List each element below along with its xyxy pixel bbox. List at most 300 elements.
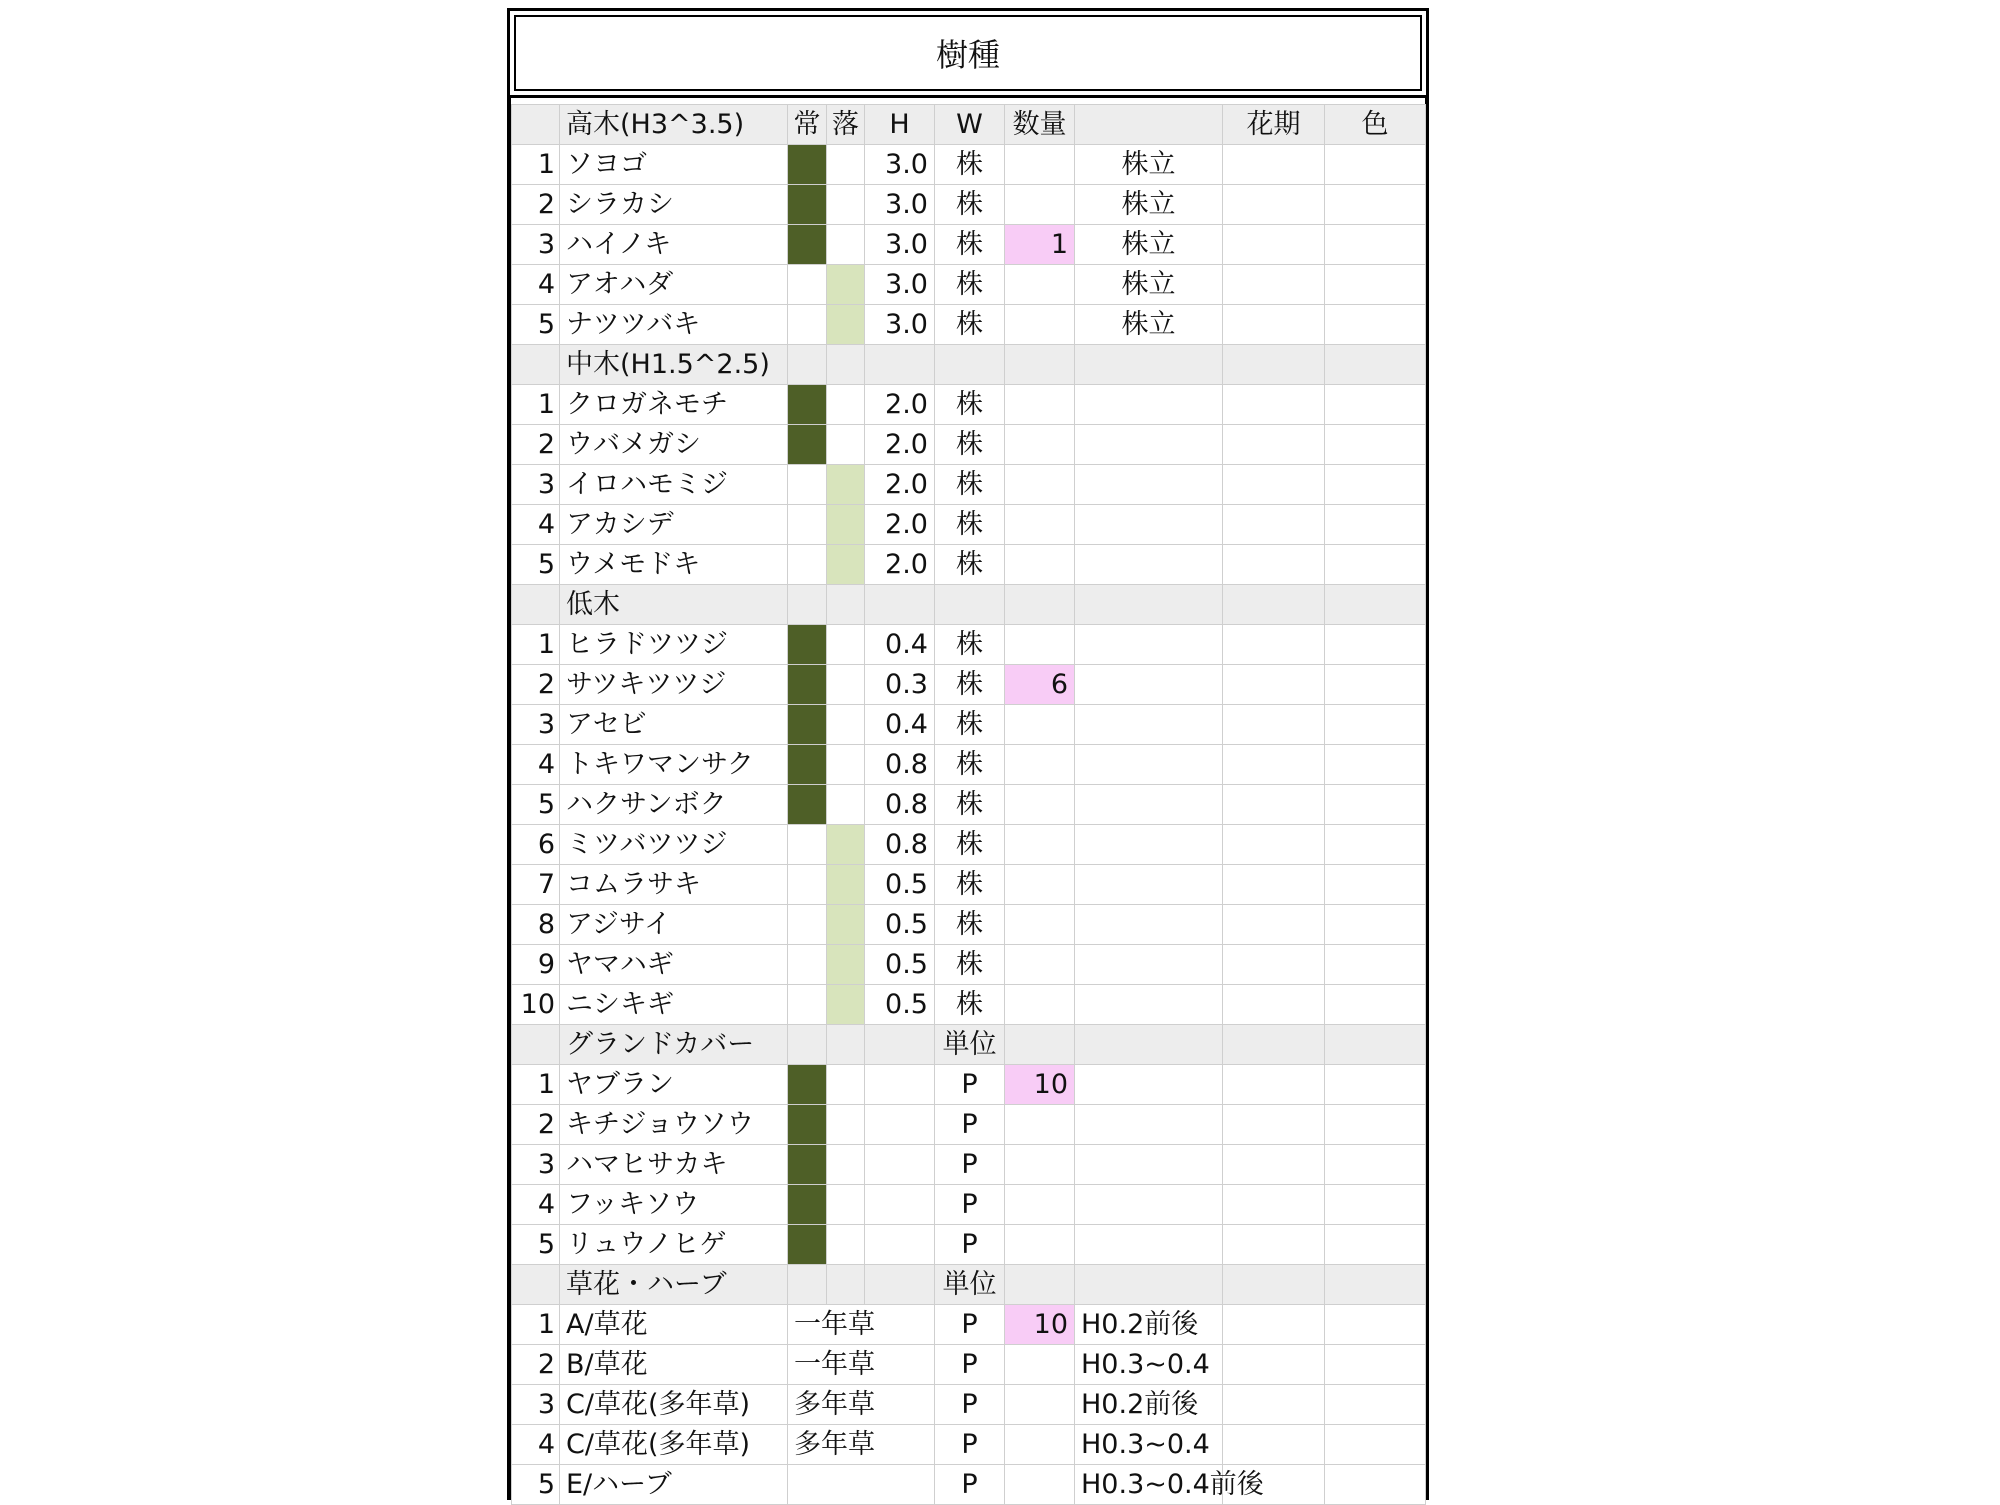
row-number[interactable]: 4: [512, 1185, 560, 1225]
deciduous-cell[interactable]: [827, 1105, 865, 1145]
height-value[interactable]: 0.8: [865, 825, 935, 865]
row-number[interactable]: 2: [512, 1105, 560, 1145]
unit-value[interactable]: 株: [935, 505, 1005, 545]
unit-value[interactable]: 株: [935, 825, 1005, 865]
section-evergreen-cell[interactable]: [788, 1265, 827, 1305]
plant-name[interactable]: ミツバツツジ: [560, 825, 788, 865]
row-number[interactable]: 6: [512, 825, 560, 865]
section-empty-cell[interactable]: [1005, 345, 1075, 385]
note-value[interactable]: [1075, 865, 1223, 905]
color-value[interactable]: [1325, 825, 1426, 865]
unit-value[interactable]: P: [935, 1105, 1005, 1145]
unit-value[interactable]: 株: [935, 545, 1005, 585]
quantity-value[interactable]: [1005, 1225, 1075, 1265]
plant-name[interactable]: ニシキギ: [560, 985, 788, 1025]
plant-name[interactable]: コムラサキ: [560, 865, 788, 905]
section-empty-cell[interactable]: [1075, 585, 1223, 625]
unit-value[interactable]: 株: [935, 145, 1005, 185]
deciduous-cell[interactable]: [827, 825, 865, 865]
color-value[interactable]: [1325, 1465, 1426, 1505]
quantity-value[interactable]: [1005, 865, 1075, 905]
height-value[interactable]: 0.5: [865, 945, 935, 985]
plant-name[interactable]: サツキツツジ: [560, 665, 788, 705]
section-deciduous-cell[interactable]: [827, 345, 865, 385]
plant-name[interactable]: ハイノキ: [560, 225, 788, 265]
row-number[interactable]: 5: [512, 785, 560, 825]
bloom-value[interactable]: [1223, 825, 1325, 865]
plant-name[interactable]: シラカシ: [560, 185, 788, 225]
note-value[interactable]: 株立: [1075, 265, 1223, 305]
bloom-value[interactable]: [1223, 1105, 1325, 1145]
plant-name[interactable]: フッキソウ: [560, 1185, 788, 1225]
deciduous-cell[interactable]: [827, 1185, 865, 1225]
quantity-value[interactable]: [1005, 985, 1075, 1025]
height-value[interactable]: 2.0: [865, 505, 935, 545]
plant-name[interactable]: C/草花(多年草): [560, 1425, 788, 1465]
plant-name[interactable]: B/草花: [560, 1345, 788, 1385]
section-empty-cell[interactable]: [1325, 585, 1426, 625]
evergreen-cell[interactable]: [788, 945, 827, 985]
color-value[interactable]: [1325, 505, 1426, 545]
color-value[interactable]: [1325, 265, 1426, 305]
row-number[interactable]: 3: [512, 1145, 560, 1185]
bloom-value[interactable]: [1223, 785, 1325, 825]
bloom-value[interactable]: [1223, 665, 1325, 705]
unit-value[interactable]: P: [935, 1225, 1005, 1265]
unit-value[interactable]: P: [935, 1425, 1005, 1465]
evergreen-cell[interactable]: [788, 905, 827, 945]
section-title[interactable]: 低木: [560, 585, 788, 625]
row-number[interactable]: 3: [512, 705, 560, 745]
height-value[interactable]: 0.5: [865, 905, 935, 945]
plant-name[interactable]: リュウノヒゲ: [560, 1225, 788, 1265]
bloom-value[interactable]: [1223, 865, 1325, 905]
bloom-value[interactable]: [1223, 985, 1325, 1025]
quantity-value[interactable]: [1005, 1345, 1075, 1385]
height-value[interactable]: 2.0: [865, 425, 935, 465]
unit-value[interactable]: 株: [935, 305, 1005, 345]
color-value[interactable]: [1325, 1145, 1426, 1185]
bloom-value[interactable]: [1223, 185, 1325, 225]
plant-kind[interactable]: 一年草: [788, 1305, 935, 1345]
plant-name[interactable]: アオハダ: [560, 265, 788, 305]
height-value[interactable]: 3.0: [865, 145, 935, 185]
note-value[interactable]: [1075, 625, 1223, 665]
height-value[interactable]: 0.4: [865, 625, 935, 665]
unit-value[interactable]: P: [935, 1465, 1005, 1505]
unit-value[interactable]: 株: [935, 945, 1005, 985]
quantity-value[interactable]: [1005, 465, 1075, 505]
plant-name[interactable]: キチジョウソウ: [560, 1105, 788, 1145]
quantity-value[interactable]: 1: [1005, 225, 1075, 265]
height-value[interactable]: [865, 1225, 935, 1265]
section-empty-cell[interactable]: [1223, 345, 1325, 385]
color-value[interactable]: [1325, 305, 1426, 345]
section-evergreen-cell[interactable]: [788, 1025, 827, 1065]
color-value[interactable]: [1325, 1065, 1426, 1105]
color-value[interactable]: [1325, 745, 1426, 785]
plant-name[interactable]: ヤマハギ: [560, 945, 788, 985]
bloom-value[interactable]: [1223, 745, 1325, 785]
height-value[interactable]: 0.8: [865, 785, 935, 825]
unit-value[interactable]: 株: [935, 385, 1005, 425]
unit-value[interactable]: 株: [935, 265, 1005, 305]
deciduous-cell[interactable]: [827, 705, 865, 745]
evergreen-cell[interactable]: [788, 705, 827, 745]
deciduous-cell[interactable]: [827, 265, 865, 305]
color-value[interactable]: [1325, 985, 1426, 1025]
bloom-value[interactable]: [1223, 1185, 1325, 1225]
evergreen-cell[interactable]: [788, 505, 827, 545]
evergreen-cell[interactable]: [788, 1105, 827, 1145]
deciduous-cell[interactable]: [827, 945, 865, 985]
evergreen-cell[interactable]: [788, 385, 827, 425]
deciduous-cell[interactable]: [827, 625, 865, 665]
row-number[interactable]: 4: [512, 1425, 560, 1465]
note-value[interactable]: 株立: [1075, 145, 1223, 185]
color-value[interactable]: [1325, 465, 1426, 505]
plant-name[interactable]: ハマヒサカキ: [560, 1145, 788, 1185]
unit-value[interactable]: 株: [935, 785, 1005, 825]
bloom-value[interactable]: [1223, 265, 1325, 305]
note-value[interactable]: [1075, 705, 1223, 745]
height-value[interactable]: 3.0: [865, 225, 935, 265]
note-value[interactable]: 株立: [1075, 185, 1223, 225]
height-value[interactable]: [865, 1065, 935, 1105]
bloom-value[interactable]: [1223, 625, 1325, 665]
plant-name[interactable]: アカシデ: [560, 505, 788, 545]
height-value[interactable]: 0.4: [865, 705, 935, 745]
unit-value[interactable]: 株: [935, 225, 1005, 265]
quantity-value[interactable]: 10: [1005, 1305, 1075, 1345]
color-value[interactable]: [1325, 1345, 1426, 1385]
evergreen-cell[interactable]: [788, 465, 827, 505]
deciduous-cell[interactable]: [827, 985, 865, 1025]
quantity-value[interactable]: 10: [1005, 1065, 1075, 1105]
section-h-cell[interactable]: [865, 1265, 935, 1305]
row-number[interactable]: 1: [512, 385, 560, 425]
deciduous-cell[interactable]: [827, 465, 865, 505]
section-num-cell[interactable]: [512, 585, 560, 625]
deciduous-cell[interactable]: [827, 785, 865, 825]
section-empty-cell[interactable]: [1325, 1025, 1426, 1065]
unit-value[interactable]: 株: [935, 185, 1005, 225]
bloom-value[interactable]: [1223, 465, 1325, 505]
bloom-value[interactable]: [1223, 1425, 1325, 1465]
unit-value[interactable]: 株: [935, 745, 1005, 785]
quantity-value[interactable]: [1005, 745, 1075, 785]
unit-value[interactable]: P: [935, 1345, 1005, 1385]
deciduous-cell[interactable]: [827, 305, 865, 345]
section-empty-cell[interactable]: [1223, 1025, 1325, 1065]
color-value[interactable]: [1325, 225, 1426, 265]
unit-value[interactable]: 株: [935, 705, 1005, 745]
row-number[interactable]: 4: [512, 505, 560, 545]
bloom-value[interactable]: [1223, 145, 1325, 185]
quantity-value[interactable]: [1005, 545, 1075, 585]
color-value[interactable]: [1325, 705, 1426, 745]
note-value[interactable]: [1075, 505, 1223, 545]
section-evergreen-cell[interactable]: [788, 585, 827, 625]
row-number[interactable]: 7: [512, 865, 560, 905]
color-value[interactable]: [1325, 185, 1426, 225]
deciduous-cell[interactable]: [827, 505, 865, 545]
section-title[interactable]: 中木(H1.5^2.5): [560, 345, 788, 385]
color-value[interactable]: [1325, 905, 1426, 945]
height-value[interactable]: 2.0: [865, 545, 935, 585]
bloom-value[interactable]: [1223, 1305, 1325, 1345]
quantity-value[interactable]: [1005, 625, 1075, 665]
deciduous-cell[interactable]: [827, 425, 865, 465]
quantity-value[interactable]: [1005, 945, 1075, 985]
evergreen-cell[interactable]: [788, 1225, 827, 1265]
note-value[interactable]: [1075, 1225, 1223, 1265]
height-value[interactable]: 2.0: [865, 465, 935, 505]
quantity-value[interactable]: [1005, 305, 1075, 345]
row-number[interactable]: 1: [512, 625, 560, 665]
quantity-value[interactable]: [1005, 1425, 1075, 1465]
bloom-value[interactable]: [1223, 1345, 1325, 1385]
bloom-value[interactable]: [1223, 545, 1325, 585]
color-value[interactable]: [1325, 1305, 1426, 1345]
evergreen-cell[interactable]: [788, 625, 827, 665]
evergreen-cell[interactable]: [788, 785, 827, 825]
note-value[interactable]: [1075, 825, 1223, 865]
plant-name[interactable]: ナツツバキ: [560, 305, 788, 345]
plant-kind[interactable]: [788, 1465, 935, 1505]
row-number[interactable]: 5: [512, 1465, 560, 1505]
note-value[interactable]: 株立: [1075, 305, 1223, 345]
quantity-value[interactable]: [1005, 185, 1075, 225]
evergreen-cell[interactable]: [788, 1065, 827, 1105]
row-number[interactable]: 5: [512, 545, 560, 585]
deciduous-cell[interactable]: [827, 1225, 865, 1265]
color-value[interactable]: [1325, 785, 1426, 825]
color-value[interactable]: [1325, 1185, 1426, 1225]
deciduous-cell[interactable]: [827, 225, 865, 265]
row-number[interactable]: 1: [512, 1065, 560, 1105]
row-number[interactable]: 8: [512, 905, 560, 945]
quantity-value[interactable]: [1005, 905, 1075, 945]
quantity-value[interactable]: [1005, 1185, 1075, 1225]
unit-value[interactable]: P: [935, 1185, 1005, 1225]
plant-name[interactable]: アジサイ: [560, 905, 788, 945]
row-number[interactable]: 5: [512, 305, 560, 345]
row-number[interactable]: 3: [512, 225, 560, 265]
plant-kind[interactable]: 多年草: [788, 1385, 935, 1425]
section-empty-cell[interactable]: [1325, 1265, 1426, 1305]
note-value[interactable]: [1075, 425, 1223, 465]
section-empty-cell[interactable]: [1223, 1265, 1325, 1305]
note-value[interactable]: [1075, 1185, 1223, 1225]
row-number[interactable]: 2: [512, 185, 560, 225]
height-value[interactable]: 3.0: [865, 185, 935, 225]
deciduous-cell[interactable]: [827, 145, 865, 185]
evergreen-cell[interactable]: [788, 745, 827, 785]
deciduous-cell[interactable]: [827, 665, 865, 705]
plant-name[interactable]: イロハモミジ: [560, 465, 788, 505]
color-value[interactable]: [1325, 425, 1426, 465]
row-number[interactable]: 3: [512, 1385, 560, 1425]
unit-value[interactable]: 株: [935, 625, 1005, 665]
note-value[interactable]: [1075, 745, 1223, 785]
color-value[interactable]: [1325, 1385, 1426, 1425]
row-number[interactable]: 4: [512, 745, 560, 785]
unit-value[interactable]: P: [935, 1065, 1005, 1105]
plant-name[interactable]: ヒラドツツジ: [560, 625, 788, 665]
section-empty-cell[interactable]: [1005, 1265, 1075, 1305]
row-number[interactable]: 3: [512, 465, 560, 505]
note-value[interactable]: H0.3~0.4: [1075, 1425, 1223, 1465]
section-evergreen-cell[interactable]: [788, 345, 827, 385]
evergreen-cell[interactable]: [788, 545, 827, 585]
evergreen-cell[interactable]: [788, 265, 827, 305]
note-value[interactable]: H0.3~0.4: [1075, 1345, 1223, 1385]
section-empty-cell[interactable]: [1325, 345, 1426, 385]
unit-value[interactable]: 株: [935, 425, 1005, 465]
section-deciduous-cell[interactable]: [827, 585, 865, 625]
deciduous-cell[interactable]: [827, 1065, 865, 1105]
row-number[interactable]: 4: [512, 265, 560, 305]
bloom-value[interactable]: [1223, 905, 1325, 945]
color-value[interactable]: [1325, 625, 1426, 665]
evergreen-cell[interactable]: [788, 305, 827, 345]
deciduous-cell[interactable]: [827, 545, 865, 585]
note-value[interactable]: H0.3~0.4前後: [1075, 1465, 1223, 1505]
unit-value[interactable]: 株: [935, 465, 1005, 505]
bloom-value[interactable]: [1223, 1225, 1325, 1265]
row-number[interactable]: 1: [512, 145, 560, 185]
row-number[interactable]: 2: [512, 665, 560, 705]
section-unit-label[interactable]: [935, 345, 1005, 385]
note-value[interactable]: [1075, 905, 1223, 945]
plant-name[interactable]: E/ハーブ: [560, 1465, 788, 1505]
row-number[interactable]: 2: [512, 1345, 560, 1385]
evergreen-cell[interactable]: [788, 825, 827, 865]
section-empty-cell[interactable]: [1075, 345, 1223, 385]
note-value[interactable]: [1075, 665, 1223, 705]
height-value[interactable]: 0.5: [865, 985, 935, 1025]
note-value[interactable]: H0.2前後: [1075, 1385, 1223, 1425]
unit-value[interactable]: 株: [935, 985, 1005, 1025]
color-value[interactable]: [1325, 1225, 1426, 1265]
quantity-value[interactable]: [1005, 1385, 1075, 1425]
section-empty-cell[interactable]: [1005, 1025, 1075, 1065]
bloom-value[interactable]: [1223, 505, 1325, 545]
quantity-value[interactable]: [1005, 705, 1075, 745]
unit-value[interactable]: 株: [935, 905, 1005, 945]
note-value[interactable]: [1075, 785, 1223, 825]
color-value[interactable]: [1325, 1105, 1426, 1145]
height-value[interactable]: 3.0: [865, 265, 935, 305]
unit-value[interactable]: P: [935, 1145, 1005, 1185]
deciduous-cell[interactable]: [827, 745, 865, 785]
note-value[interactable]: [1075, 945, 1223, 985]
deciduous-cell[interactable]: [827, 185, 865, 225]
deciduous-cell[interactable]: [827, 865, 865, 905]
row-number[interactable]: 2: [512, 425, 560, 465]
bloom-value[interactable]: [1223, 1065, 1325, 1105]
quantity-value[interactable]: [1005, 825, 1075, 865]
unit-value[interactable]: 株: [935, 665, 1005, 705]
height-value[interactable]: 0.8: [865, 745, 935, 785]
note-value[interactable]: [1075, 1105, 1223, 1145]
evergreen-cell[interactable]: [788, 425, 827, 465]
evergreen-cell[interactable]: [788, 225, 827, 265]
section-empty-cell[interactable]: [1005, 585, 1075, 625]
quantity-value[interactable]: 6: [1005, 665, 1075, 705]
note-value[interactable]: [1075, 985, 1223, 1025]
height-value[interactable]: [865, 1185, 935, 1225]
quantity-value[interactable]: [1005, 425, 1075, 465]
section-empty-cell[interactable]: [1223, 585, 1325, 625]
plant-name[interactable]: ヤブラン: [560, 1065, 788, 1105]
color-value[interactable]: [1325, 145, 1426, 185]
quantity-value[interactable]: [1005, 265, 1075, 305]
section-title[interactable]: グランドカバー: [560, 1025, 788, 1065]
section-num-cell[interactable]: [512, 1265, 560, 1305]
note-value[interactable]: [1075, 1065, 1223, 1105]
quantity-value[interactable]: [1005, 145, 1075, 185]
quantity-value[interactable]: [1005, 385, 1075, 425]
unit-value[interactable]: P: [935, 1385, 1005, 1425]
quantity-value[interactable]: [1005, 505, 1075, 545]
color-value[interactable]: [1325, 1425, 1426, 1465]
row-number[interactable]: 9: [512, 945, 560, 985]
evergreen-cell[interactable]: [788, 865, 827, 905]
unit-value[interactable]: 株: [935, 865, 1005, 905]
section-empty-cell[interactable]: [1075, 1265, 1223, 1305]
height-value[interactable]: [865, 1145, 935, 1185]
evergreen-cell[interactable]: [788, 145, 827, 185]
color-value[interactable]: [1325, 945, 1426, 985]
height-value[interactable]: 3.0: [865, 305, 935, 345]
evergreen-cell[interactable]: [788, 1185, 827, 1225]
bloom-value[interactable]: [1223, 425, 1325, 465]
section-num-cell[interactable]: [512, 1025, 560, 1065]
plant-name[interactable]: アセビ: [560, 705, 788, 745]
section-empty-cell[interactable]: [1075, 1025, 1223, 1065]
color-value[interactable]: [1325, 385, 1426, 425]
bloom-value[interactable]: [1223, 305, 1325, 345]
note-value[interactable]: [1075, 545, 1223, 585]
plant-name[interactable]: ウメモドキ: [560, 545, 788, 585]
section-h-cell[interactable]: [865, 345, 935, 385]
plant-name[interactable]: クロガネモチ: [560, 385, 788, 425]
section-title[interactable]: 草花・ハーブ: [560, 1265, 788, 1305]
bloom-value[interactable]: [1223, 945, 1325, 985]
evergreen-cell[interactable]: [788, 1145, 827, 1185]
plant-name[interactable]: ハクサンボク: [560, 785, 788, 825]
note-value[interactable]: H0.2前後: [1075, 1305, 1223, 1345]
height-value[interactable]: 2.0: [865, 385, 935, 425]
section-deciduous-cell[interactable]: [827, 1025, 865, 1065]
section-unit-label[interactable]: 単位: [935, 1025, 1005, 1065]
section-unit-label[interactable]: 単位: [935, 1265, 1005, 1305]
row-number[interactable]: 5: [512, 1225, 560, 1265]
deciduous-cell[interactable]: [827, 1145, 865, 1185]
height-value[interactable]: 0.5: [865, 865, 935, 905]
section-h-cell[interactable]: [865, 1025, 935, 1065]
section-h-cell[interactable]: [865, 585, 935, 625]
row-number[interactable]: 1: [512, 1305, 560, 1345]
row-number[interactable]: 10: [512, 985, 560, 1025]
quantity-value[interactable]: [1005, 785, 1075, 825]
plant-kind[interactable]: 多年草: [788, 1425, 935, 1465]
height-value[interactable]: [865, 1105, 935, 1145]
section-unit-label[interactable]: [935, 585, 1005, 625]
section-num-cell[interactable]: [512, 345, 560, 385]
